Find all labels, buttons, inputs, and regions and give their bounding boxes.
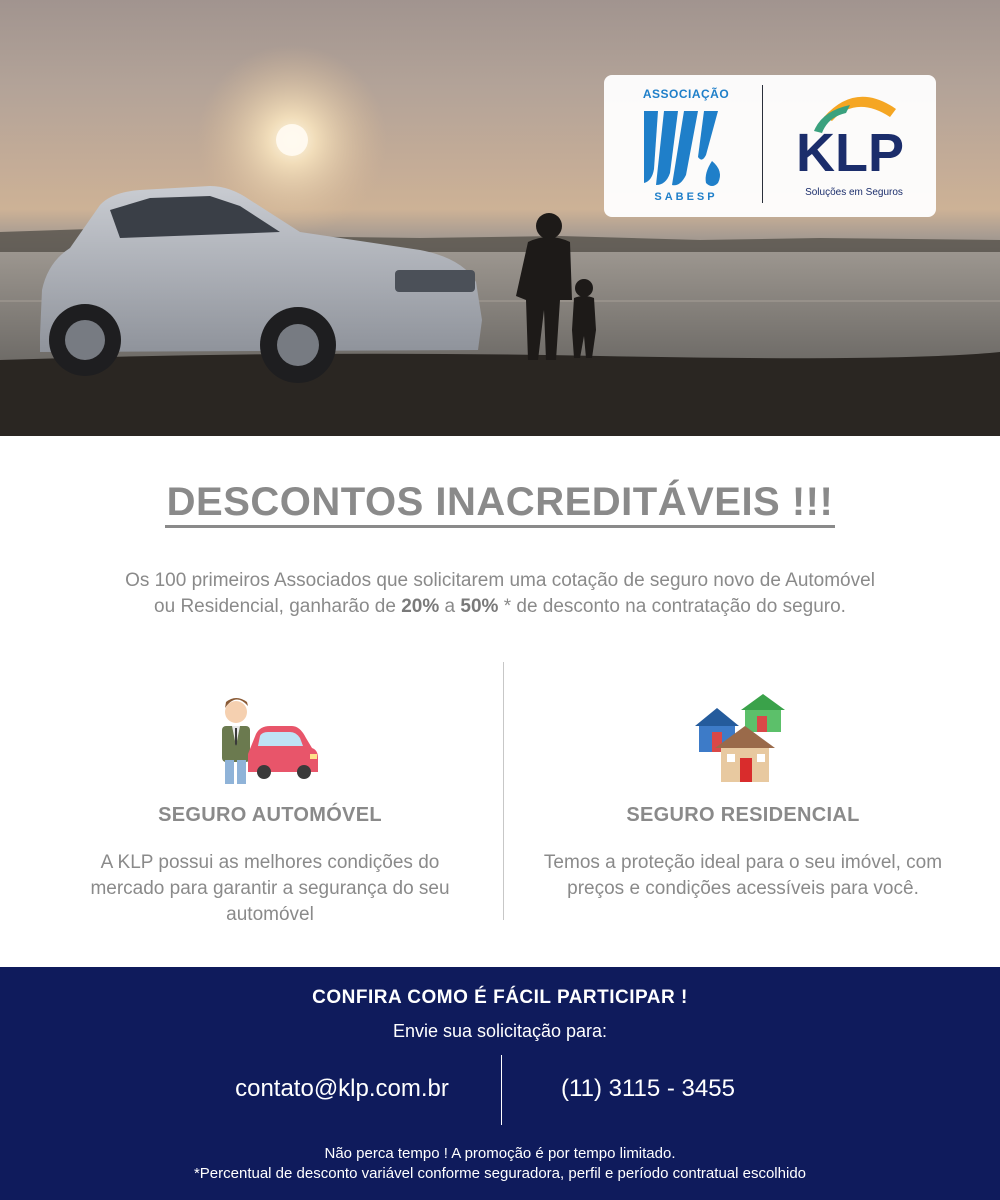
logo-divider: [762, 85, 763, 203]
houses-icon: [693, 690, 793, 786]
page-title: DESCONTOS INACREDITÁVEIS !!!: [165, 480, 836, 528]
auto-insurance-section: [50, 686, 490, 928]
intro-part2: a: [439, 596, 461, 617]
intro-part3: * de desconto na contratação do seguro.: [498, 596, 846, 617]
column-divider: [503, 662, 504, 920]
klp-tagline: Soluções em Seguros: [805, 187, 903, 198]
disclaimer-note: *Percentual de desconto variável conforme seguradora, perfil e período contratual escolhido: [193, 1165, 807, 1182]
send-request-label: Envie sua solicitação para:: [392, 1021, 608, 1041]
discount-low: 20%: [401, 596, 440, 617]
sabesp-logo-icon: [640, 103, 732, 189]
klp-logo-icon: [794, 87, 914, 185]
home-insurance-section: [523, 686, 963, 902]
auto-insurance-title: SEGURO AUTOMÓVEL: [158, 804, 382, 826]
hero-banner: [0, 0, 1000, 436]
promo-note: Não perca tempo ! A promoção é por tempo limitado.: [324, 1145, 676, 1162]
intro-part1: Os 100 primeiros Associados que solicitarem uma cotação de seguro novo de Automóvel ou Residencial, ganharão de: [125, 570, 875, 617]
home-insurance-title: SEGURO RESIDENCIAL: [626, 804, 860, 826]
home-insurance-text: Temos a proteção ideal para o seu imóvel, com preços e condições acessíveis para você.: [543, 852, 943, 899]
page-title-wrap: [0, 480, 1000, 525]
contact-phone-link[interactable]: (11) 3115 - 3455: [561, 1075, 735, 1102]
car-insurance-icon: [220, 690, 320, 786]
contact-divider: [501, 1055, 502, 1125]
intro-text: [120, 568, 880, 620]
cta-heading: CONFIRA COMO É FÁCIL PARTICIPAR !: [312, 987, 688, 1008]
auto-insurance-text: A KLP possui as melhores condições do mercado para garantir a segurança do seu automóvel: [90, 852, 450, 925]
discount-high: 50%: [460, 596, 499, 617]
sabesp-bottom-text: SABESP: [654, 191, 718, 203]
hero-photo: [0, 0, 1000, 436]
partner-logos: [604, 75, 936, 217]
footer-contact: [0, 967, 1000, 1200]
contact-email-link[interactable]: contato@klp.com.br: [235, 1075, 449, 1102]
sabesp-top-text: ASSOCIAÇÃO: [642, 87, 730, 101]
klp-logo-text: KLP: [796, 123, 904, 183]
